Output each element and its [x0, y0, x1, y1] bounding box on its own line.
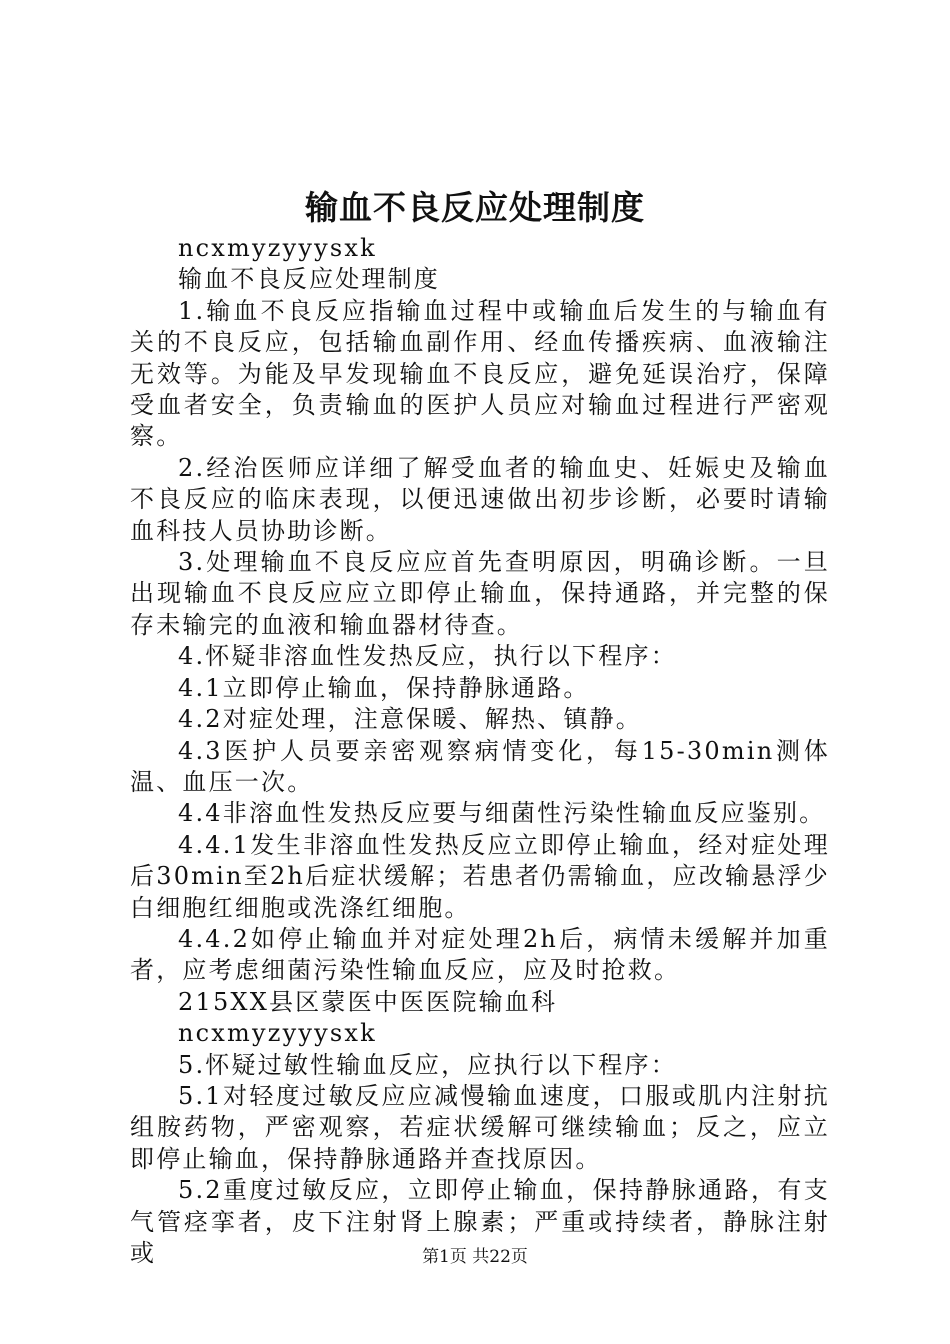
document-title: 输血不良反应处理制度 [305, 188, 645, 227]
body-paragraph: 1.输血不良反应指输血过程中或输血后发生的与输血有关的不良反应，包括输血副作用、经血传播疾病、血液输注无效等。为能及早发现输血不良反应，避免延误治疗，保障受血者安全，负责输血的医护人员应对输血过程进行严密观察。 [130, 296, 830, 451]
body-paragraph: 5.怀疑过敏性输血反应，应执行以下程序： [178, 1050, 677, 1079]
body-paragraph: 3.处理输血不良反应应首先查明原因，明确诊断。一旦出现输血不良反应应立即停止输血，保持通路，并完整的保存未输完的血液和输血器材待查。 [130, 548, 830, 639]
document-body [130, 233, 830, 1269]
body-paragraph: 2.经治医师应详细了解受血者的输血史、妊娠史及输血不良反应的临床表现，以便迅速做出初步诊断，必要时请输血科技人员协助诊断。 [130, 453, 830, 545]
body-paragraph: 5.1对轻度过敏反应应减慢输血速度，口服或肌内注射抗组胺药物，严密观察，若症状缓解可继续输血；反之，应立即停止输血，保持静脉通路并查找原因。 [130, 1081, 830, 1173]
body-paragraph: 4.怀疑非溶血性发热反应，执行以下程序： [178, 642, 677, 671]
body-paragraph: 4.4.2如停止输血并对症处理2h后，病情未缓解并加重者，应考虑细菌污染性输血反应，应及时抢救。 [130, 924, 830, 985]
body-paragraph: ncxmyzyyysxk [178, 234, 377, 262]
body-paragraph: 4.4非溶血性发热反应要与细菌性污染性输血反应鉴别。 [178, 799, 826, 828]
body-paragraph: 4.4.1发生非溶血性发热反应立即停止输血，经对症处理后30min至2h后症状缓解；若患者仍需输血，应改输悬浮少白细胞红细胞或洗涤红细胞。 [130, 830, 830, 922]
body-paragraph: 4.1立即停止输血，保持静脉通路。 [178, 673, 590, 702]
body-paragraph: ncxmyzyyysxk [178, 1019, 377, 1048]
body-paragraph: 5.2重度过敏反应，立即停止输血，保持静脉通路，有支气管痉挛者，皮下注射肾上腺素；严重或持续者，静脉注射或 [130, 1176, 830, 1267]
body-paragraph: 4.2对症处理，注意保暖、解热、镇静。 [178, 705, 642, 734]
body-paragraph: 4.3医护人员要亲密观察病情变化，每15-30min测体温、血压一次。 [130, 736, 830, 796]
body-paragraph: 215XX县区蒙医中医医院输血科 [178, 987, 558, 1016]
page-number-footer: 第1页 共22页 [422, 1247, 528, 1267]
body-paragraph: 输血不良反应处理制度 [178, 265, 440, 294]
